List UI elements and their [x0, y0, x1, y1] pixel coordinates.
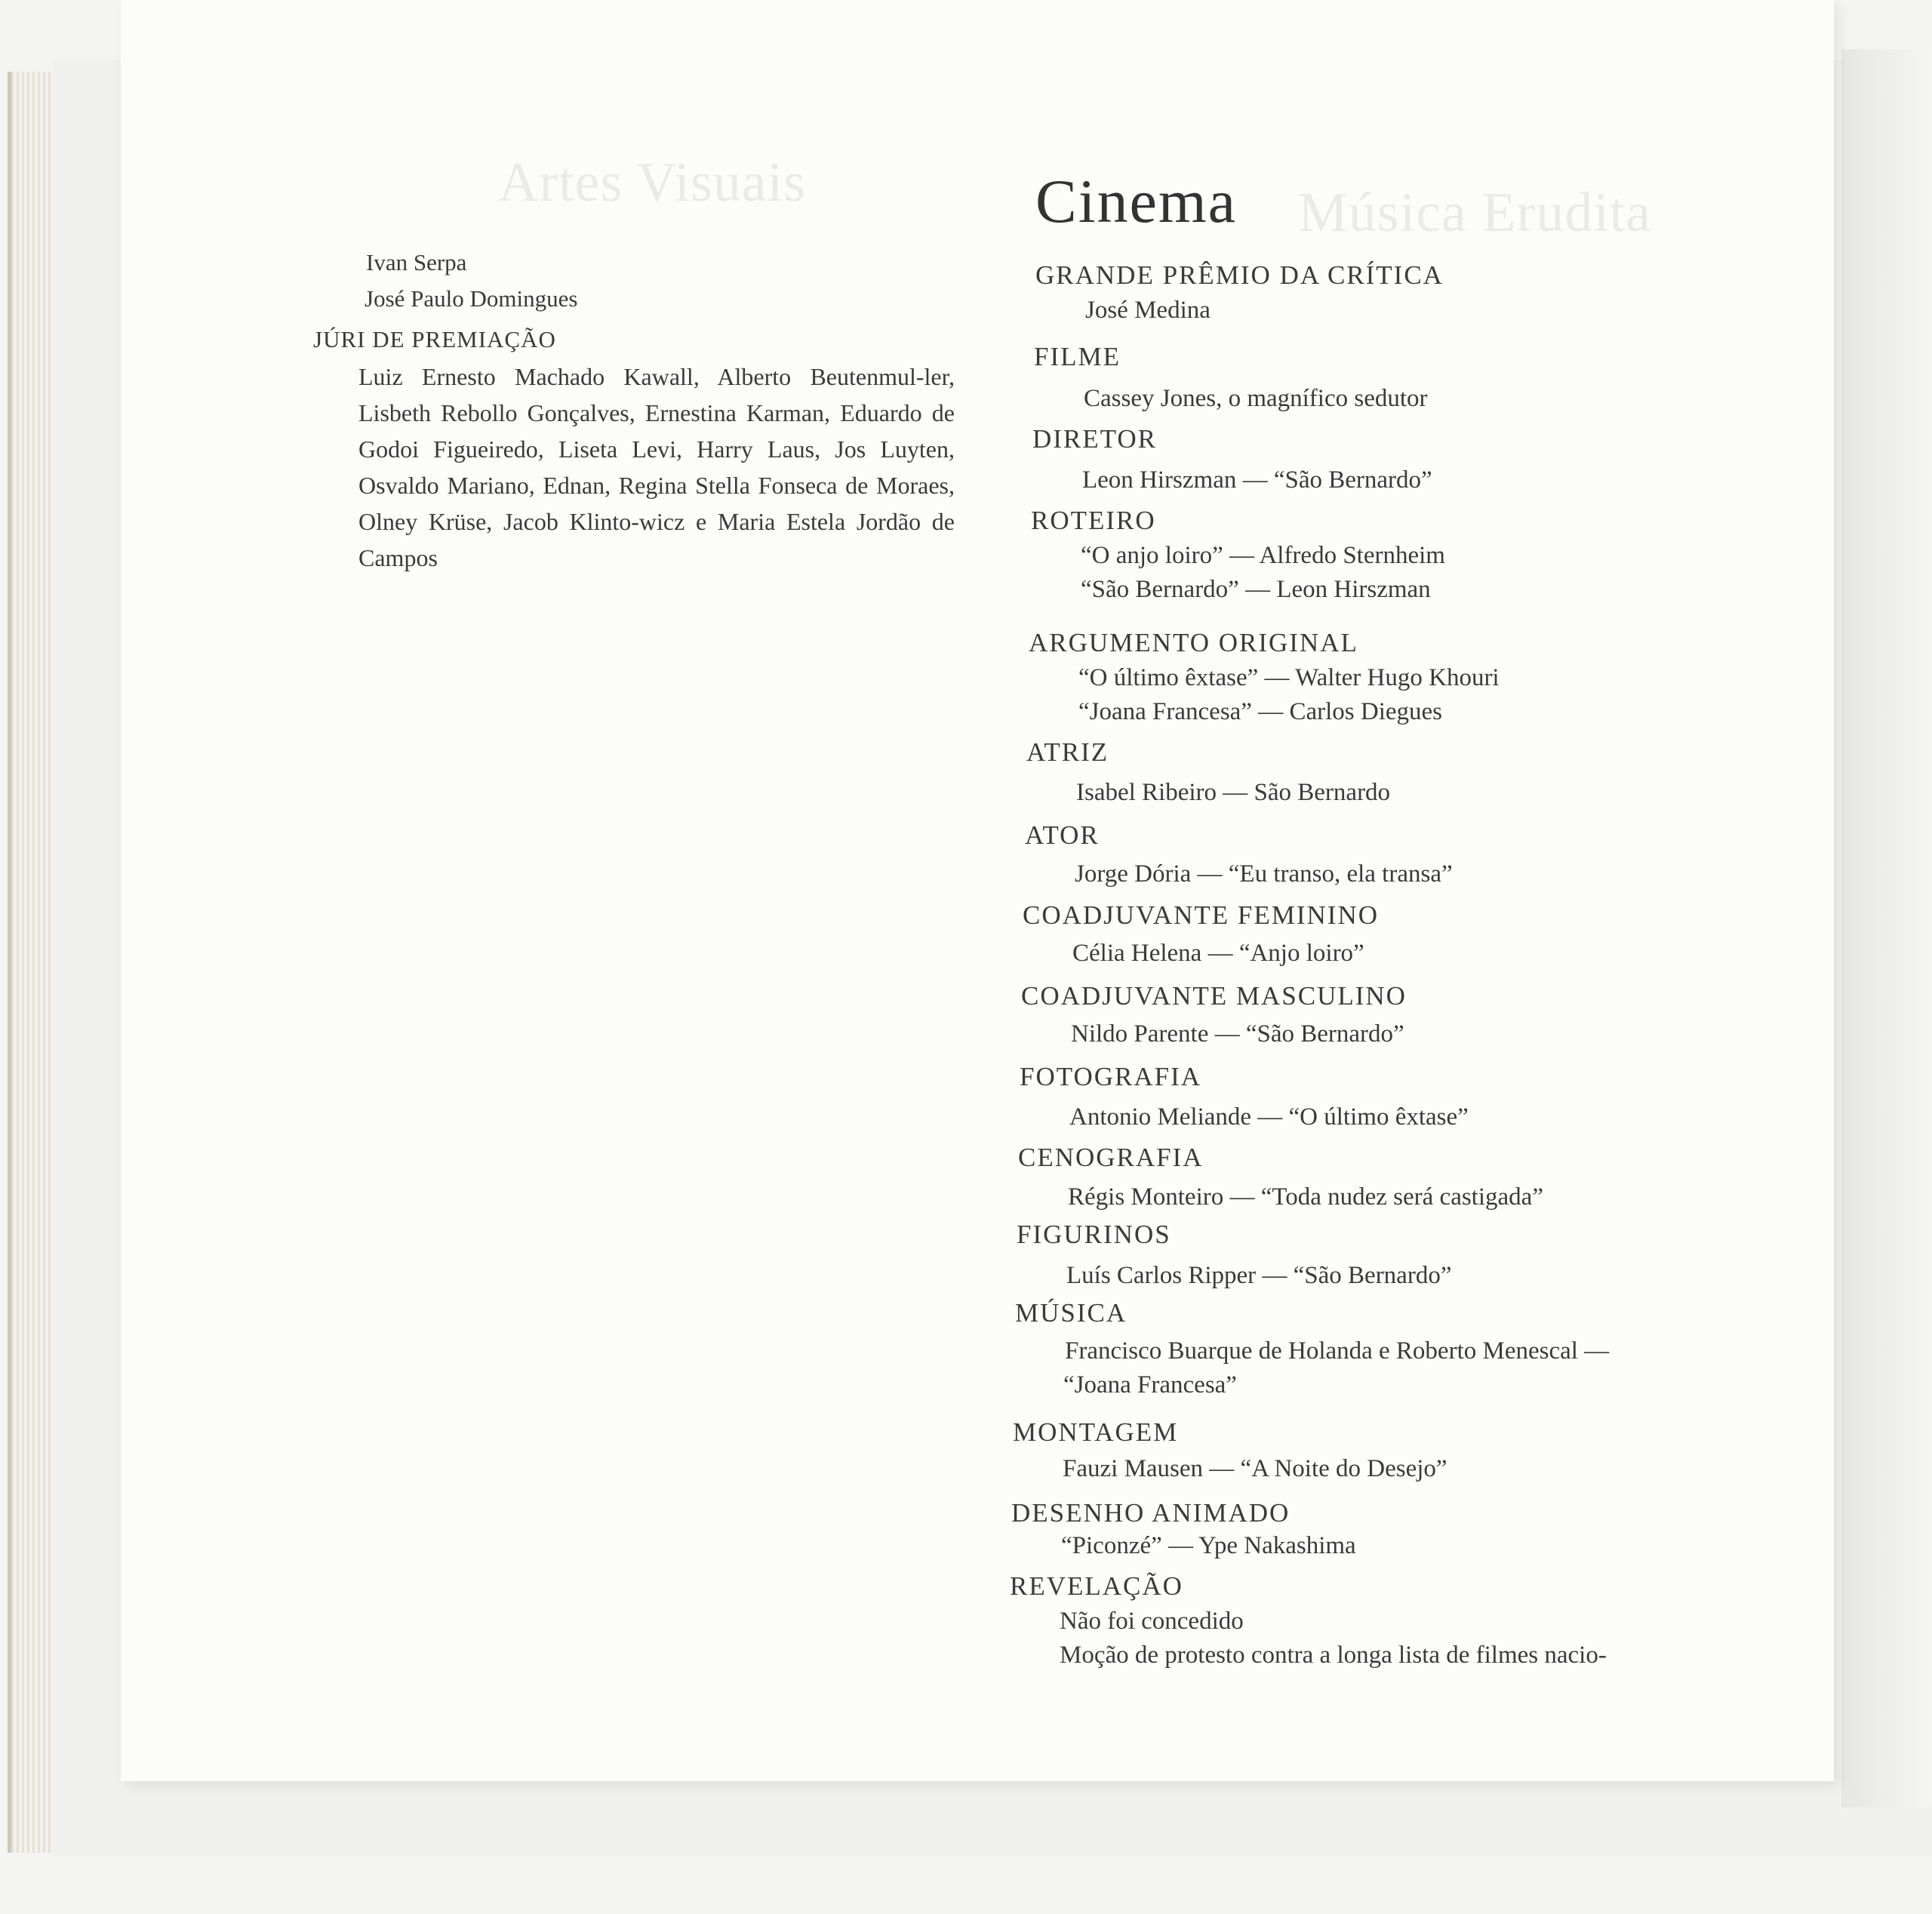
award-category: MÚSICA	[1015, 1298, 1128, 1328]
award-winner: Moção de protesto contra a longa lista de filmes nacio-	[1060, 1642, 1607, 1669]
show-through-heading-left: Artes Visuais	[498, 152, 807, 214]
award-winner: Não foi concedido	[1060, 1608, 1244, 1635]
award-winner: Célia Helena — “Anjo loiro”	[1072, 940, 1364, 967]
award-winner: Antonio Meliande — “O último êxtase”	[1069, 1103, 1469, 1131]
award-category: REVELAÇÃO	[1010, 1571, 1183, 1601]
award-winner: “Piconzé” — Ype Nakashima	[1061, 1532, 1356, 1559]
award-category: ARGUMENTO ORIGINAL	[1029, 628, 1358, 657]
award-category: COADJUVANTE FEMININO	[1023, 900, 1379, 930]
award-category: FILME	[1034, 342, 1121, 371]
jury-members-paragraph: Luiz Ernesto Machado Kawall, Alberto Beutenmul-ler, Lisbeth Rebollo Gonçalves, Ernestina Karman, Eduardo de Godoi Figueiredo, Liseta Levi, Harry Laus, Jos Luyten, Osvaldo Mariano, Ednan, Regina Stella Fonseca de Moraes, Olney Krüse, Jacob Klinto-wicz e Maria Estela Jordão de Campos	[358, 363, 955, 571]
award-winner: Francisco Buarque de Holanda e Roberto Menescal —	[1065, 1337, 1610, 1365]
award-category: CENOGRAFIA	[1018, 1143, 1204, 1172]
award-winner: “Joana Francesa” — Carlos Diegues	[1078, 698, 1442, 725]
award-winner: Jorge Dória — “Eu transo, ela transa”	[1075, 860, 1453, 888]
award-category: DESENHO ANIMADO	[1011, 1498, 1291, 1528]
right-page-edge	[1841, 49, 1932, 1808]
award-winner: Fauzi Mausen — “A Noite do Desejo”	[1063, 1455, 1447, 1482]
award-category: ATOR	[1025, 820, 1100, 850]
award-winner: Nildo Parente — “São Bernardo”	[1071, 1020, 1404, 1048]
award-winner: “Joana Francesa”	[1063, 1371, 1237, 1399]
section-title: Cinema	[1035, 167, 1238, 235]
award-winner: Cassey Jones, o magnífico sedutor	[1084, 385, 1428, 412]
award-winner: Isabel Ribeiro — São Bernardo	[1076, 779, 1391, 806]
name-line: José Paulo Domingues	[365, 285, 578, 312]
award-winner: José Medina	[1085, 297, 1211, 324]
award-category: ATRIZ	[1026, 737, 1109, 767]
show-through-heading-right: Música Erudita	[1298, 182, 1652, 244]
award-category: ROTEIRO	[1031, 506, 1156, 535]
award-category: FIGURINOS	[1017, 1220, 1171, 1249]
award-winner: Leon Hirszman — “São Bernardo”	[1082, 466, 1432, 494]
award-category: FOTOGRAFIA	[1020, 1062, 1202, 1091]
award-category: MONTAGEM	[1013, 1417, 1179, 1447]
name-line: Ivan Serpa	[366, 249, 467, 275]
award-category: GRANDE PRÊMIO DA CRÍTICA	[1035, 260, 1444, 290]
award-winner: “O último êxtase” — Walter Hugo Khouri	[1078, 664, 1500, 691]
award-category: COADJUVANTE MASCULINO	[1021, 981, 1407, 1011]
award-winner: “O anjo loiro” — Alfredo Sternheim	[1081, 542, 1445, 569]
award-category: DIRETOR	[1032, 424, 1158, 454]
award-winner: “São Bernardo” — Leon Hirszman	[1081, 576, 1431, 603]
jury-heading: JÚRI DE PREMIAÇÃO	[313, 326, 556, 352]
award-winner: Luís Carlos Ripper — “São Bernardo”	[1066, 1262, 1452, 1289]
award-winner: Régis Monteiro — “Toda nudez será castigada”	[1068, 1183, 1543, 1211]
